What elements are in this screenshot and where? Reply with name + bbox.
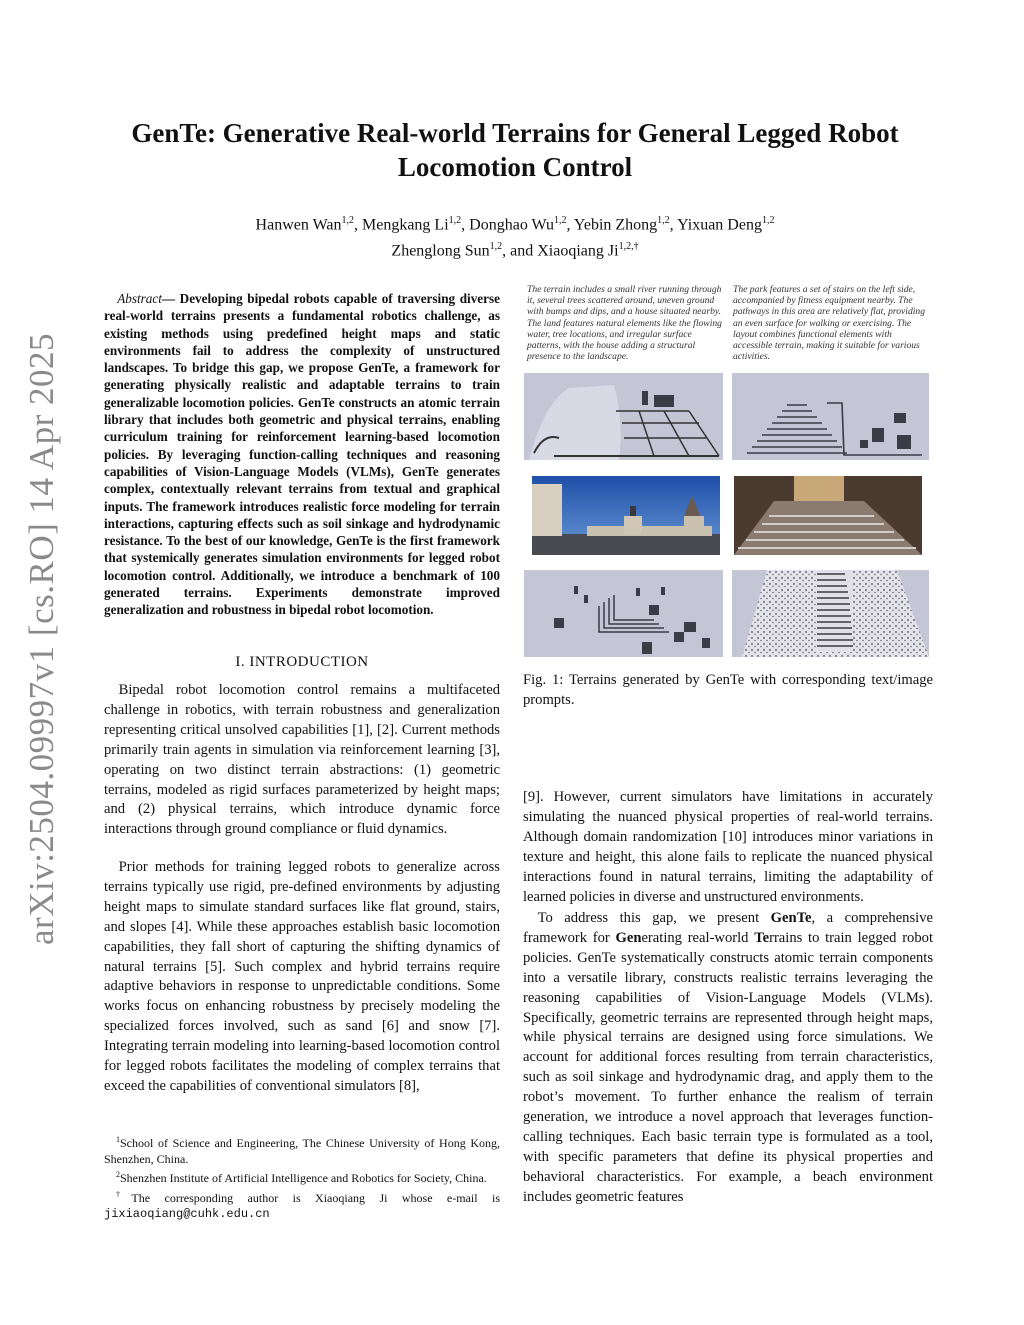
abstract-dash: —	[161, 291, 180, 306]
affiliation-mark: 1,2	[553, 215, 567, 226]
abstract	[104, 290, 500, 619]
text-prompt-right: The park features a set of stairs on the left side, accompanied by fitness equipment nearby. The pathways in this area are relatively flat, providing an even surface for walking or exercising. The layout combines functional elements with accessible terrain, making it suitable for various activities.	[733, 284, 926, 363]
paragraph-text: Bipedal robot locomotion control remains a multifaceted challenge in robotics, with terrain robustness and generalization representing critical unsolved capabilities [1], [2]. Current methods primarily train agents in simulation via reinforcement learning [3], operating on two distinct terrain abstractions: (1) geometric terrains, modeled as rigid surfaces parameterized by height maps; and (2) physical terrains, which introduce dynamic force interactions through ground compliance or fluid dynamics.	[104, 682, 500, 838]
alley-stairs-render	[732, 570, 929, 657]
plaza-photo	[532, 476, 720, 555]
affiliation-mark: 1,2	[657, 215, 670, 226]
footnote-mark: †	[116, 1189, 132, 1199]
intro-paragraph-1	[104, 681, 500, 840]
text-prompt-left: The terrain includes a small river running through it, several trees scattered around, uneven ground with bumps and dips, and a house situated nearby. The land features natural elements like the flowing water, tree locations, and irregular surface patterns, with the house adding a structural presence to the landscape.	[527, 284, 722, 363]
alley-stairs-photo	[734, 476, 922, 555]
footnote-mark: 2	[116, 1170, 120, 1179]
footnote-text: The corresponding author is Xiaoqiang Ji whose e-mail is	[131, 1190, 500, 1205]
footnotes	[104, 1132, 500, 1223]
text-run: To address this gap, we present	[537, 910, 771, 926]
author-name: Yebin Zhong	[573, 216, 658, 234]
footnote-text: School of Science and Engineering, The Chinese University of Hong Kong, Shenzhen, China.	[104, 1136, 500, 1166]
bold-term: Te	[754, 929, 770, 946]
text-run: rrains to train legged robot policies. GenTe systematically constructs atomic terrain components into a versatile library, constructs realistic terrains leveraging the reasoning capabilities of Vision-Language Models (VLMs). Specifically, geometric terrains are represented through height maps, while physical terrains are designed using force simulations. We account for additional forces resulting from terrain characteristics, such as soil sinkage and hydrodynamic drag, and apply them to the robot’s movement. To further enhance the realism of terrain generation, we introduce a novel approach that leverages function-calling techniques. Each basic terrain type is formulated as a tool, with specific parameters that define its physical properties and behavioral characteristics. For example, a beach environment includes geometric features	[523, 929, 934, 1205]
footnote-2	[104, 1167, 500, 1187]
author-name: Zhenglong Sun	[391, 242, 490, 260]
right-paragraph-gente-intro	[523, 909, 933, 1208]
footnote-corresponding	[104, 1187, 500, 1223]
abstract-label: Abstract	[117, 291, 162, 306]
affiliation-mark: 1,2	[448, 215, 462, 226]
park-stairs-render	[732, 373, 929, 460]
email-link[interactable]: jixiaoqiang@cuhk.edu.cn	[104, 1207, 270, 1221]
author-name: Hanwen Wan	[255, 216, 342, 234]
author-name: Yixuan Deng	[677, 216, 762, 234]
author-name: Donghao Wu	[469, 216, 554, 234]
affiliation-mark: 1,2	[341, 215, 354, 226]
footnote-1	[104, 1132, 500, 1167]
affiliation-mark: 1,2	[761, 215, 775, 226]
bold-term: GenTe	[770, 910, 812, 926]
paragraph-text: [9]. However, current simulators have limitations in accurately simulating the nuanced physical properties of real-world terrains. Although domain randomization [10] introduces minor variations in texture and height, this alone fails to replicate the nuanced physical interactions found in natural terrains, limiting the adaptability of learned policies in diverse and unstructured environments.	[523, 789, 933, 905]
affiliation-mark: 1,2,†	[618, 241, 639, 253]
paper-title: GenTe: Generative Real-world Terrains for General Legged Robot Locomotion Control	[131, 118, 899, 182]
author-list: Hanwen Wan$^{1,2}$, Mengkang Li$^{1,2}$, Donghao Wu$^{1,2}$, Yebin Zhong$^{1,2}$, Yixuan Deng$^{1,2}$ Zhenglong Sun$^{1,2}$, and Xiaoqiang $Ji^{1,2,\dagger}$	[255, 215, 775, 260]
author-name: Xiaoqiang Ji	[537, 242, 619, 260]
right-paragraph-continuation	[523, 788, 933, 907]
section-heading-introduction: I. INTRODUCTION	[235, 654, 369, 670]
arxiv-identifier-stamp: arXiv:2504.09997v1 [cs.RO] 14 Apr 2025	[22, 332, 61, 945]
affiliation-mark: 1,2	[489, 241, 503, 253]
text-run: , a comprehensive framework for	[523, 910, 933, 946]
text-run: erating real-world	[641, 929, 755, 946]
plaza-terrain-render	[524, 570, 723, 657]
paragraph-text: Prior methods for training legged robots to generalize across terrains typically use rigid, pre-defined environments by adjusting height maps to simulate standard surfaces like flat ground, stairs, and slopes [4]. While these approaches establish basic locomotion capabilities, they fall short of capturing the shifting dynamics of natural terrains [5]. Such complex and hybrid terrains require adaptive behaviors in response to unpredictable conditions. Some works focus on enhancing robustness by precisely modeling the specialized forces involved, such as sand [6] and snow [7]. Integrating terrain modeling into learning-based locomotion control for legged robots facilitates the modeling of complex terrains that exceed the capabilities of conventional simulators [8],	[104, 859, 500, 1094]
bold-term: Gen	[615, 929, 642, 946]
footnote-mark: 1	[116, 1135, 120, 1144]
footnote-text: Shenzhen Institute of Artificial Intelligence and Robotics for Society, China.	[120, 1171, 487, 1185]
figure-caption: Fig. 1: Terrains generated by GenTe with corresponding text/image prompts.	[523, 672, 933, 708]
paragraph-text	[523, 909, 933, 1208]
river-terrain-render	[524, 373, 723, 460]
author-name: Mengkang Li	[362, 216, 449, 234]
abstract-text: Developing bipedal robots capable of traversing diverse real-world terrains presents a fundamental robotics challenge, as existing methods using predefined height maps and static environments fail to address the complexity of unstructured landscapes. To bridge this gap, we propose GenTe, a framework for generating physically realistic and adaptable terrains to train generalizable locomotion policies. GenTe constructs an atomic terrain library that includes both geometric and physical terrains, enabling curriculum training for reinforcement learning-based locomotion policies. By leveraging function-calling techniques and reasoning capabilities of Vision-Language Models (VLMs), GenTe generates complex, contextually relevant terrains from textual and graphical inputs. The framework introduces realistic force modeling for terrain interactions, capturing effects such as soil sinkage and hydrodynamic resistance. To the best of our knowledge, GenTe is the first framework that systemically generates simulation environments for legged robot locomotion control. Additionally, we introduce a benchmark of 100 generated terrains. Experiments demonstrate improved generalization and robustness in bipedal robot locomotion.	[104, 291, 500, 618]
intro-paragraph-2	[104, 858, 500, 1097]
